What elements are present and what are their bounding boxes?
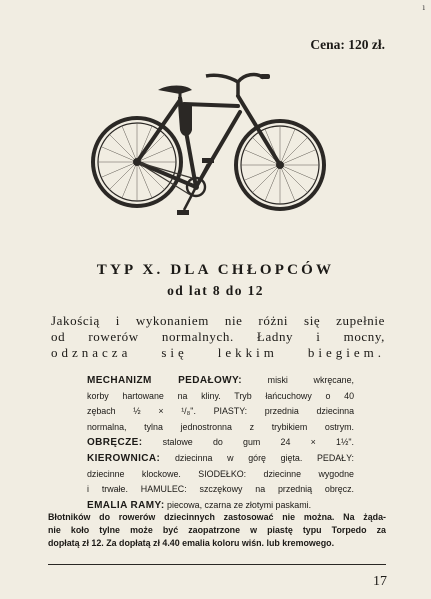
spec-text: normalna, tylna jednostronna z trybikiem ostrym. (87, 421, 354, 432)
spec-text: stalowe do gum 24 × 1½". (142, 437, 354, 448)
spec-line (87, 467, 354, 483)
age-range-subheading: od lat 8 do 12 (167, 283, 264, 298)
spec-text: zębach ½ × ¹/₈". PIASTY: przednia dziecinna (87, 406, 354, 417)
model-heading: TYP X. DLA CHŁOPCÓW (96, 262, 335, 278)
spec-label: MECHANIZM PEDAŁOWY: (87, 375, 243, 386)
price-label: Cena: 120 zł. (310, 37, 385, 52)
page-number: 17 (373, 574, 387, 589)
spec-line (87, 389, 354, 405)
spec-line (87, 435, 354, 451)
spec-text: korby hartowane na kliny. Tryb łańcuchowy o 40 (87, 390, 354, 401)
note-line: Błotników do rowerów dziecinnych zastosować nie można. Na żąda- (48, 512, 386, 522)
spec-line (87, 404, 354, 420)
intro-line: od rowerów normalnych. Ładny i mocny, (51, 329, 385, 344)
intro-line: Jakością i wykonaniem nie różni się zupełnie (51, 313, 385, 328)
spec-line (87, 420, 354, 436)
bicycle-illustration (88, 60, 333, 235)
spec-label: EMALIA RAMY: (87, 499, 165, 511)
specifications-block (87, 373, 354, 513)
spec-line (87, 451, 354, 467)
spec-label: KIEROWNICA: (87, 452, 161, 464)
note-line: nie koło tylne może być zaopatrzone w piastę typu Torpedo za (48, 524, 386, 535)
spec-text: piecowa, czarna ze złotymi paskami. (164, 499, 312, 510)
fenders-note (48, 511, 386, 549)
spec-text: miski wkręcane, (242, 375, 354, 385)
intro-line: odznacza się lekkim biegiem. (51, 345, 385, 360)
intro-paragraph (51, 313, 385, 361)
spec-line (87, 373, 354, 389)
spec-text: i trwałe. HAMULEC: szczękowy na przednią obręcz. (87, 484, 354, 495)
page-edge-mark: ı (422, 3, 425, 12)
footer-rule (48, 564, 386, 565)
spec-label: OBRĘCZE: (87, 437, 143, 449)
spec-line (87, 482, 354, 498)
note-line: dopłatą zł 12. Za dopłatą zł 4.40 emalia koloru wiśn. lub kremowego. (48, 537, 335, 548)
spec-text: dziecinne klockowe. SIODEŁKO: dziecinne wygodne (87, 468, 354, 479)
spec-text: dziecinna w górę gięta. PEDAŁY: (160, 452, 354, 463)
